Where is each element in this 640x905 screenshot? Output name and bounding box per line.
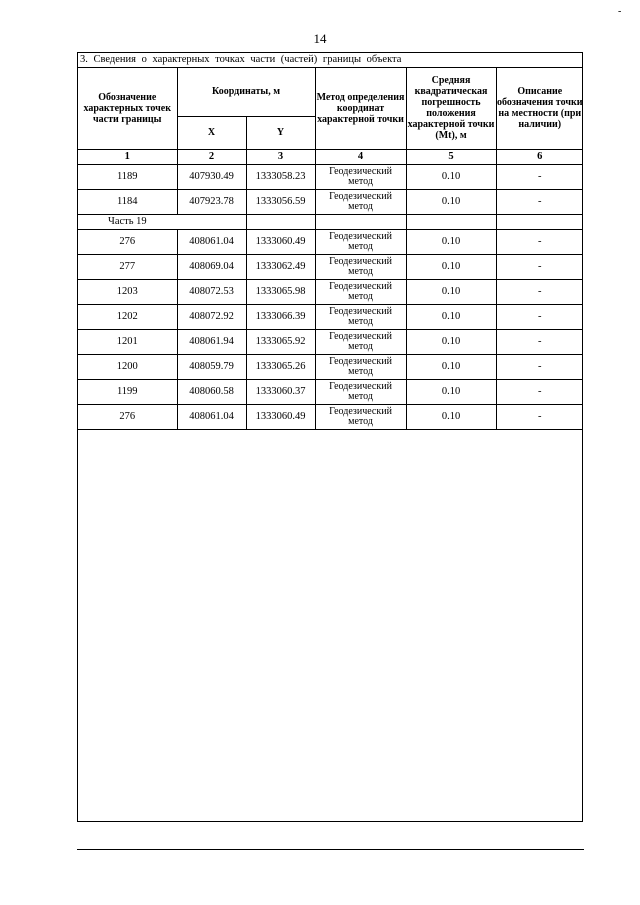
column-number: 4 <box>315 149 406 164</box>
method: Геодезический метод <box>315 404 406 429</box>
method: Геодезический метод <box>315 379 406 404</box>
accuracy: 0.10 <box>406 329 496 354</box>
method: Геодезический метод <box>315 304 406 329</box>
table-row <box>78 304 583 329</box>
method: Геодезический метод <box>315 164 406 189</box>
table-row <box>78 164 583 189</box>
point-description: - <box>496 189 583 214</box>
method: Геодезический метод <box>315 279 406 304</box>
accuracy: 0.10 <box>406 164 496 189</box>
accuracy: 0.10 <box>406 189 496 214</box>
coord-x: 408060.58 <box>177 379 246 404</box>
corner-mark: - <box>618 6 622 17</box>
coord-y: 1333065.98 <box>246 279 315 304</box>
header-coordinates: Координаты, м <box>177 68 315 116</box>
coord-x: 407930.49 <box>177 164 246 189</box>
point-id: 1202 <box>78 304 177 329</box>
header-designation: Обозначение характерных точек части границы <box>78 68 177 149</box>
method: Геодезический метод <box>315 254 406 279</box>
table-row <box>78 254 583 279</box>
coord-x: 408072.53 <box>177 279 246 304</box>
column-number: 6 <box>496 149 583 164</box>
coord-x: 408061.04 <box>177 229 246 254</box>
coord-y: 1333062.49 <box>246 254 315 279</box>
method: Геодезический метод <box>315 229 406 254</box>
method: Геодезический метод <box>315 189 406 214</box>
section-title: 3. Сведения о характерных точках части (частей) границы объекта <box>78 53 582 68</box>
column-number-row <box>78 149 583 164</box>
table-row <box>78 354 583 379</box>
part-header-row <box>78 214 583 229</box>
form-frame <box>77 52 583 822</box>
coord-x: 408061.04 <box>177 404 246 429</box>
column-number: 3 <box>246 149 315 164</box>
point-description: - <box>496 164 583 189</box>
method: Геодезический метод <box>315 329 406 354</box>
coord-y: 1333060.49 <box>246 404 315 429</box>
table-row <box>78 229 583 254</box>
page-number: 14 <box>313 31 327 46</box>
header-description: Описание обозначения точки на местности (при наличии) <box>496 68 583 149</box>
point-id: 1200 <box>78 354 177 379</box>
point-id: 1203 <box>78 279 177 304</box>
point-description: - <box>496 404 583 429</box>
point-id: 1199 <box>78 379 177 404</box>
point-id: 1184 <box>78 189 177 214</box>
accuracy: 0.10 <box>406 304 496 329</box>
coord-x: 408059.79 <box>177 354 246 379</box>
accuracy: 0.10 <box>406 279 496 304</box>
bottom-rule <box>77 849 584 850</box>
accuracy: 0.10 <box>406 404 496 429</box>
part-label: Часть 19 <box>78 214 246 229</box>
table-row <box>78 379 583 404</box>
point-description: - <box>496 229 583 254</box>
coord-y: 1333065.26 <box>246 354 315 379</box>
point-description: - <box>496 304 583 329</box>
accuracy: 0.10 <box>406 229 496 254</box>
coord-y: 1333066.39 <box>246 304 315 329</box>
coord-y: 1333060.37 <box>246 379 315 404</box>
method: Геодезический метод <box>315 354 406 379</box>
header-accuracy: Средняя квадратическая погрешность положения характерной точки (Mt), м <box>406 68 496 149</box>
point-id: 277 <box>78 254 177 279</box>
point-description: - <box>496 279 583 304</box>
accuracy: 0.10 <box>406 254 496 279</box>
point-id: 276 <box>78 229 177 254</box>
coord-y: 1333056.59 <box>246 189 315 214</box>
point-description: - <box>496 329 583 354</box>
table-row <box>78 329 583 354</box>
column-number: 5 <box>406 149 496 164</box>
coord-x: 408072.92 <box>177 304 246 329</box>
column-number: 2 <box>177 149 246 164</box>
header-y: Y <box>246 116 315 149</box>
header-method: Метод определения координат характерной точки <box>315 68 406 149</box>
coord-x: 408061.94 <box>177 329 246 354</box>
point-description: - <box>496 254 583 279</box>
point-id: 1201 <box>78 329 177 354</box>
characteristic-points-table <box>78 68 583 430</box>
coord-y: 1333060.49 <box>246 229 315 254</box>
point-id: 1189 <box>78 164 177 189</box>
table-row <box>78 189 583 214</box>
coord-x: 407923.78 <box>177 189 246 214</box>
table-row <box>78 404 583 429</box>
point-description: - <box>496 354 583 379</box>
header-x: X <box>177 116 246 149</box>
column-number: 1 <box>78 149 177 164</box>
accuracy: 0.10 <box>406 354 496 379</box>
point-description: - <box>496 379 583 404</box>
point-id: 276 <box>78 404 177 429</box>
table-row <box>78 279 583 304</box>
coord-y: 1333065.92 <box>246 329 315 354</box>
accuracy: 0.10 <box>406 379 496 404</box>
coord-y: 1333058.23 <box>246 164 315 189</box>
coord-x: 408069.04 <box>177 254 246 279</box>
